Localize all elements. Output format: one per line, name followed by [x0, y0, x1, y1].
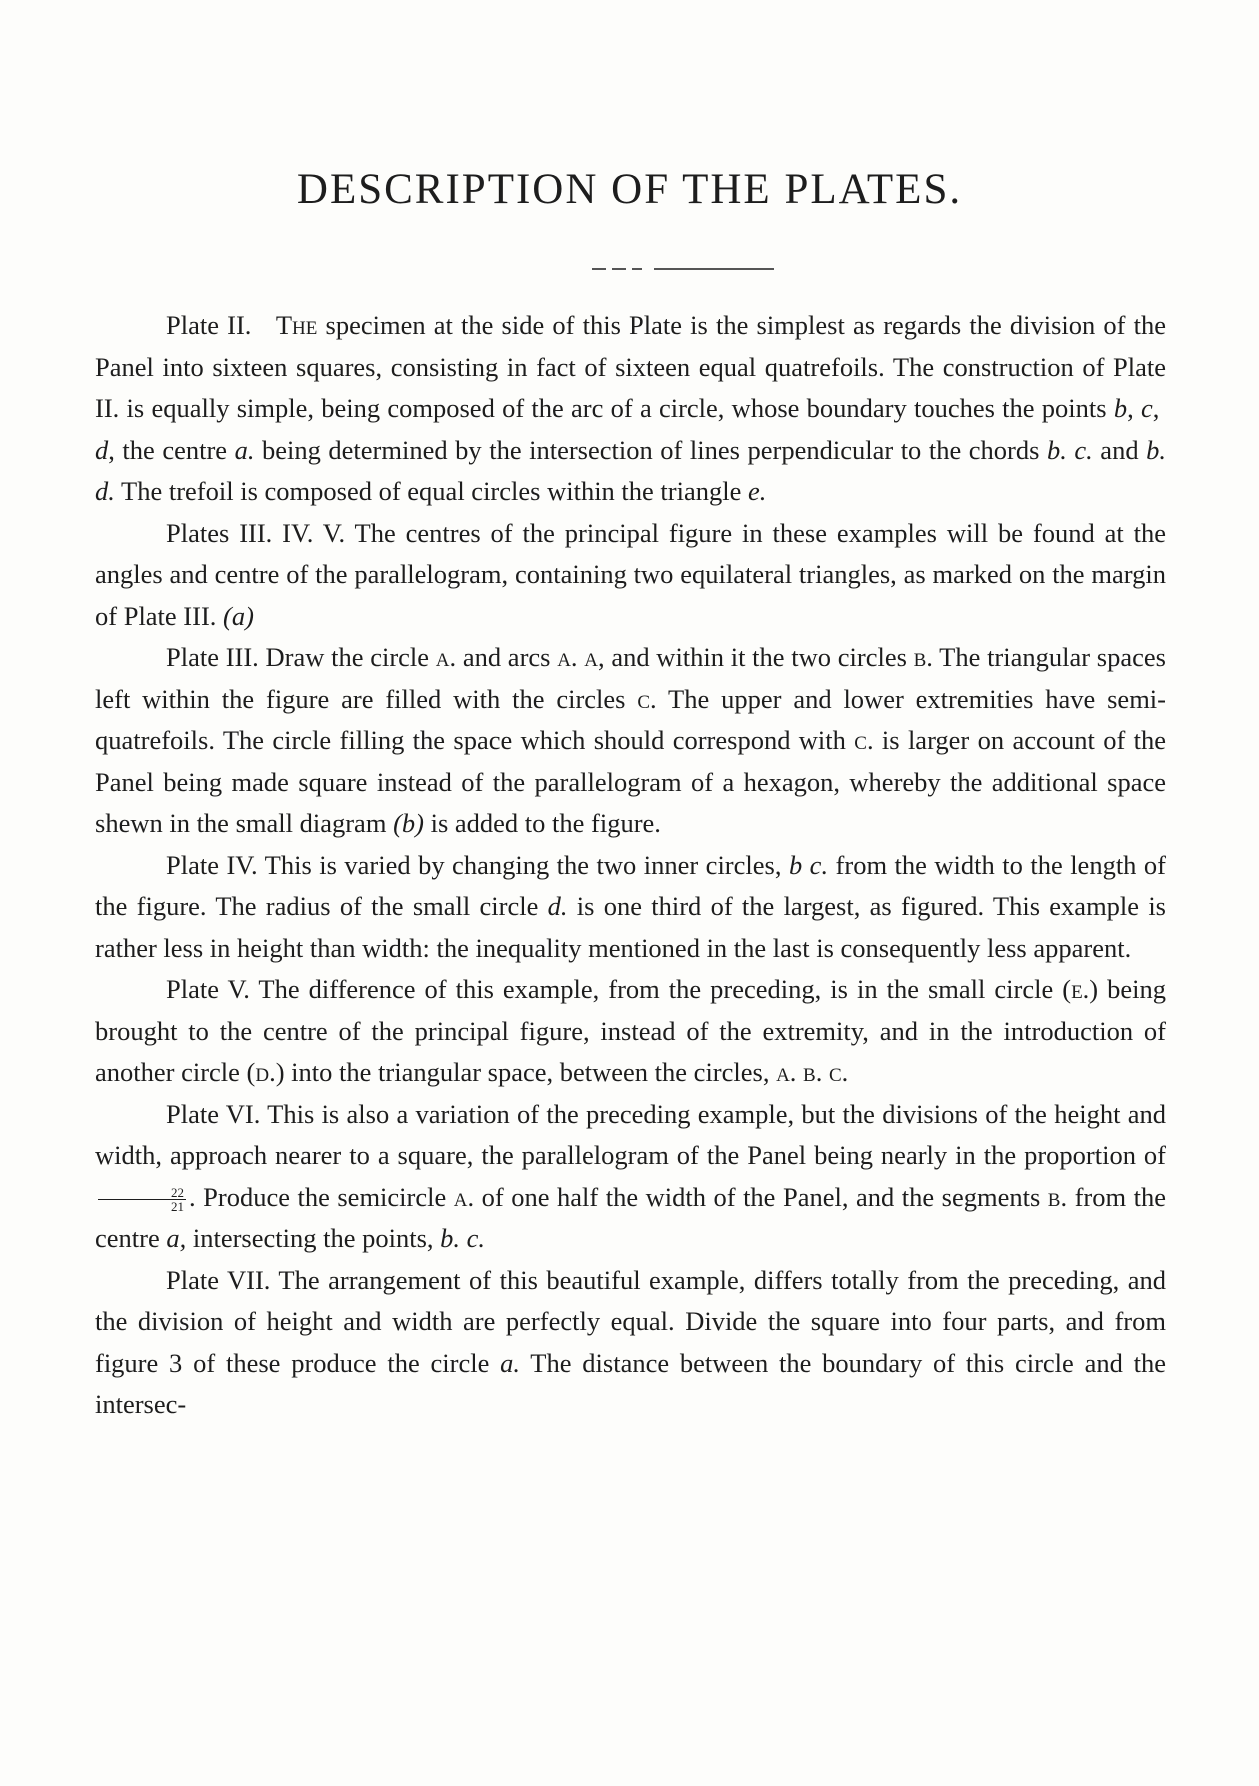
point-ref: b [1113, 393, 1128, 423]
fraction-numerator: 22 [98, 1186, 186, 1200]
circle-ref: b. [913, 642, 933, 672]
text-run: The difference of this example, from the preceding, is in the small circle ( [249, 974, 1072, 1004]
paragraph-plate-vii [95, 1260, 1166, 1426]
text-run: The distance between the boundary of this circle and the intersec- [95, 1347, 1166, 1419]
point-ref: b c. [788, 849, 829, 880]
text-run: , the centre [108, 434, 235, 465]
text-run: Draw the circle [258, 642, 436, 672]
rule-dash [654, 268, 774, 270]
text-run: is one third of the largest, as figured. This example is rather less in height than width: the inequality mentioned in the last is consequently less apparent. [95, 891, 1166, 963]
fraction-denominator: 21 [171, 1198, 184, 1214]
text-run: This is also a variation of the preceding example, but the divisions of the height and width, approach nearer to a square, the parallelogram of the Panel being nearly in the proportion of [95, 1098, 1166, 1170]
text-run: The triangular spaces left within the figure are filled with the circles [95, 642, 1166, 714]
text-run: The arrangement of this beautiful example, differs totally from the preceding, and the division of height and width are perfectly equal. Divide the square into four parts, and from figure 3 of these produce the circle [95, 1264, 1166, 1378]
text-run: This is varied by changing the two inner circles, [257, 849, 789, 880]
text-run: and [1092, 434, 1147, 465]
proportion-fraction [98, 1186, 186, 1213]
plate-label: Plate III. [166, 642, 259, 672]
text-run: and within it the two circles [604, 642, 914, 672]
point-ref: b. d. [95, 434, 1166, 506]
paragraph-plates-iii-iv-v [95, 513, 1166, 638]
text-run: and arcs [456, 642, 558, 672]
point-ref: c [1141, 393, 1153, 423]
rule-dash [592, 268, 606, 270]
paragraph-plate-vi [95, 1094, 1166, 1260]
text-run: is added to the figure. [423, 808, 661, 838]
point-ref: e. [748, 476, 767, 506]
circle-ref: a. [453, 1181, 475, 1212]
point-ref: d [95, 434, 109, 465]
paragraph-plate-iv [95, 845, 1166, 970]
page-title: DESCRIPTION OF THE PLATES. [296, 166, 963, 213]
text-run: being determined by the intersection of lines perpendicular to the chords [254, 434, 1047, 465]
paragraph-plate-ii: Plate II. The specimen at the side of this Plate is the simplest as regards the division of the Panel into sixteen squares, consisting in fact of sixteen equal quatrefoils. The construction of Plate II. is equally simple, being composed of the arc of a circle, whose boundary touches the points b, c, d, the centre a. being determined by the intersection of lines perpendicular to the chords b. c. and b. d. The trefoil is composed of equal circles within the triangle e. [95, 310, 1167, 506]
text-run: The trefoil is composed of equal circles within the triangle [114, 476, 748, 506]
circle-ref: d. [255, 1057, 276, 1087]
diagram-ref: (b) [393, 808, 424, 838]
plate-label: Plate VI. [166, 1098, 261, 1129]
lead-word: The [275, 310, 318, 340]
text-run: of one half the width of the Panel, and the segments [474, 1181, 1048, 1212]
plate-label: Plate IV. [166, 849, 258, 880]
rule-dash [612, 268, 626, 270]
circle-ref: c. [637, 683, 657, 714]
text-run: ) being brought to the centre of the principal figure, instead of the extremity, and in the introduction of another circle ( [95, 974, 1167, 1087]
text-run: from the width to the length of the figure. The radius of the small circle [95, 849, 1166, 921]
circle-ref: e. [1071, 974, 1090, 1004]
body-text [95, 305, 1166, 1426]
circle-ref: a. [435, 642, 457, 672]
rule-dash [632, 268, 642, 270]
text-run: ) into the triangular space, between the circles, [275, 1057, 777, 1087]
text-run: intersecting the points, [186, 1223, 441, 1253]
text-run: is larger on account of the Panel being made square instead of the parallelogram of a hexagon, whereby the additional space shewn in the small diagram [95, 725, 1166, 838]
paragraph-plate-iii [95, 637, 1166, 845]
point-ref: a, [166, 1223, 187, 1253]
circle-ref: b. [1047, 1181, 1068, 1212]
point-ref: b. c. [440, 1223, 486, 1253]
point-ref: d. [547, 891, 568, 921]
plate-label: Plate II. [166, 310, 252, 340]
point-ref: b. c. [1046, 434, 1093, 465]
plate-label: Plates III. IV. V. [166, 517, 346, 548]
text-run: The centres of the principal figure in these examples will be found at the angles and centre of the parallelogram, containing two equilateral triangles, as marked on the margin of Plate III. [95, 517, 1166, 631]
text-run: The upper and lower extremities have semi-quatrefoils. The circle filling the space which should correspond with [95, 683, 1166, 755]
text-run: specimen at the side of this Plate is the simplest as regards the division of the Panel into sixteen squares, consisting in fact of sixteen equal quatrefoils. The construction of Plate II. is equally simple, being composed of the arc of a circle, whose boundary touches the points [95, 310, 1167, 423]
circle-ref: c. [854, 725, 874, 755]
circle-ref: a. a, [557, 642, 605, 672]
plate-label: Plate VII. [166, 1264, 271, 1295]
circle-ref: a. b. c. [776, 1057, 849, 1087]
point-ref: a. [234, 434, 255, 465]
point-ref: a. [500, 1347, 520, 1378]
text-run: . Produce the semicircle [189, 1181, 454, 1212]
plate-label: Plate V. [166, 974, 250, 1004]
diagram-ref: (a) [223, 600, 254, 631]
text-run: from the centre [95, 1181, 1167, 1253]
paragraph-plate-v [95, 969, 1166, 1094]
